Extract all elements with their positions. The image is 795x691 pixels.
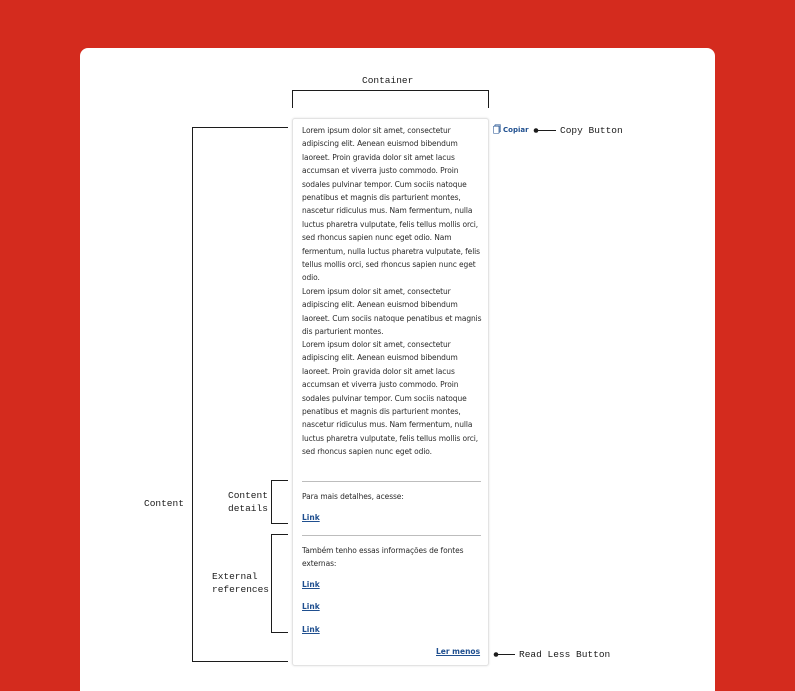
expandable-content-card: [292, 118, 489, 666]
external-references-annotation: External references: [212, 571, 270, 595]
external-link-1[interactable]: Link: [302, 580, 320, 589]
divider: [302, 481, 481, 482]
read-less-annotation: Read Less Button: [519, 649, 611, 660]
copy-button-label: Copiar: [503, 125, 529, 134]
copy-button[interactable]: [493, 125, 529, 134]
content-paragraph-3: Lorem ipsum dolor sit amet, consectetur adipiscing elit. Aenean euismod bibendum laoreet. Proin gravida dolor sit amet lacus accumsan et viverra justo commodo. Proin sodales pulvinar tempor. Cum sociis natoque penatibus et magnis dis parturient montes, nascetur ridiculus mus. Nam fermentum, nulla luctus pharetra vulputate, felis tellus mollis orci, sed rhoncus sapien nunc eget odio.: [302, 340, 479, 457]
content-paragraph-2: Lorem ipsum dolor sit amet, consectetur adipiscing elit. Aenean euismod bibendum laoreet. Cum sociis natoque penatibus et magnis dis parturient montes.: [302, 287, 482, 337]
divider: [302, 535, 481, 536]
content-paragraph-1: Lorem ipsum dolor sit amet, consectetur adipiscing elit. Aenean euismod bibendum laoreet. Proin gravida dolor sit amet lacus accumsan et viverra justo commodo. Proin sodales pulvinar tempor. Cum sociis natoque penatibus et magnis dis parturient montes, nascetur ridiculus mus. Nam fermentum, nulla luctus pharetra vulputate, felis tellus mollis orci, sed rhoncus sapien nunc eget odio. Nam fermentum, nulla luctus pharetra vulputate, felis tellus mollis orci, sed rhoncus sapien nunc eget odio.: [302, 126, 480, 283]
external-link-3[interactable]: Link: [302, 625, 320, 634]
copy-icon: 🗍: [493, 125, 501, 134]
content-details-annotation: Content details: [228, 490, 268, 514]
details-link[interactable]: Link: [302, 513, 320, 522]
content-annotation: Content: [144, 498, 184, 509]
container-annotation: Container: [362, 75, 414, 86]
external-references-text: Também tenho essas informações de fontes externas:: [302, 546, 464, 569]
read-less-button[interactable]: Ler menos: [436, 647, 481, 656]
copy-button-annotation: Copy Button: [560, 125, 623, 136]
external-link-2[interactable]: Link: [302, 602, 320, 611]
details-text: Para mais detalhes, acesse:: [302, 492, 404, 501]
